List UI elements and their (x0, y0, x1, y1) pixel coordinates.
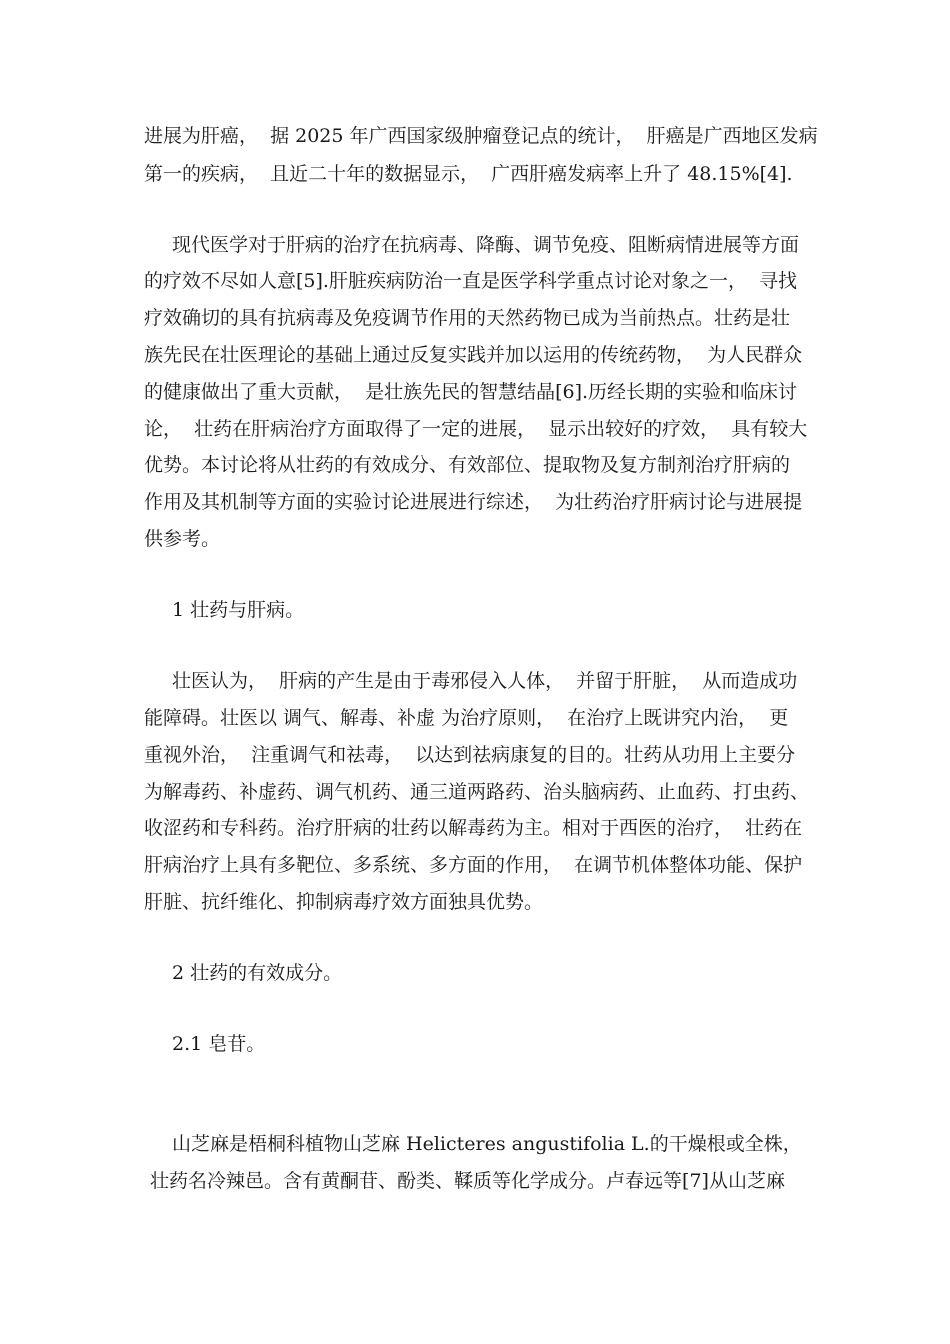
section-heading: 1 壮药与肝病。 (172, 599, 305, 621)
text-line: 肝病治疗上具有多靶位、多系统、多方面的作用， 在调节机体整体功能、保护 (144, 854, 803, 876)
text-line: 山芝麻是梧桐科植物山芝麻 Helicteres angustifolia L.的干燥根或全株， (172, 1133, 802, 1155)
text-line: 疗效确切的具有抗病毒及免疫调节作用的天然药物已成为当前热点。壮药是壮 (144, 307, 791, 329)
text-line: 收涩药和专科药。治疗肝病的壮药以解毒药为主。相对于西医的治疗， 壮药在 (144, 817, 803, 839)
text-line: 第一的疾病， 且近二十年的数据显示， 广西肝癌发病率上升了 48.15%[4]. (144, 163, 793, 185)
text-line: 的健康做出了重大贡献， 是壮族先民的智慧结晶[6].历经长期的实验和临床讨 (144, 381, 798, 403)
text-line: 供参考。 (144, 528, 221, 550)
text-line: 壮医认为， 肝病的产生是由于毒邪侵入人体， 并留于肝脏， 从而造成功 (172, 670, 798, 692)
text-line: 的疗效不尽如人意[5].肝脏疾病防治一直是医学科学重点讨论对象之一， 寻找 (144, 270, 798, 292)
text-line: 能障碍。壮医以 调气、解毒、补虚 为治疗原则， 在治疗上既讲究内治， 更 (144, 707, 789, 729)
text-line: 现代医学对于肝病的治疗在抗病毒、降酶、调节免疫、阻断病情进展等方面 (172, 234, 800, 256)
text-line: 作用及其机制等方面的实验讨论进展进行综述， 为壮药治疗肝病讨论与进展提 (144, 491, 803, 513)
text-line: 族先民在壮医理论的基础上通过反复实践并加以运用的传统药物， 为人民群众 (144, 344, 803, 366)
text-line: 进展为肝癌， 据 2025 年广西国家级肿瘤登记点的统计， 肝癌是广西地区发病 (144, 125, 818, 147)
text-line: 重视外治， 注重调气和祛毒， 以达到祛病康复的目的。壮药从功用上主要分 (144, 744, 796, 766)
text-line: 肝脏、抗纤维化、抑制病毒疗效方面独具优势。 (144, 891, 544, 913)
text-line: 优势。本讨论将从壮药的有效成分、有效部位、提取物及复方制剂治疗肝病的 (144, 454, 791, 476)
text-line: 为解毒药、补虚药、调气机药、通三道两路药、治头脑病药、止血药、打虫药、 (144, 781, 810, 803)
section-heading: 2 壮药的有效成分。 (172, 962, 343, 984)
text-line: 论， 壮药在肝病治疗方面取得了一定的进展， 显示出较好的疗效， 具有较大 (144, 418, 808, 440)
subsection-heading: 2.1 皂苷。 (172, 1033, 266, 1055)
text-line: 壮药名冷辣邑。含有黄酮苷、酚类、鞣质等化学成分。卢春远等[7]从山芝麻 (144, 1170, 785, 1192)
